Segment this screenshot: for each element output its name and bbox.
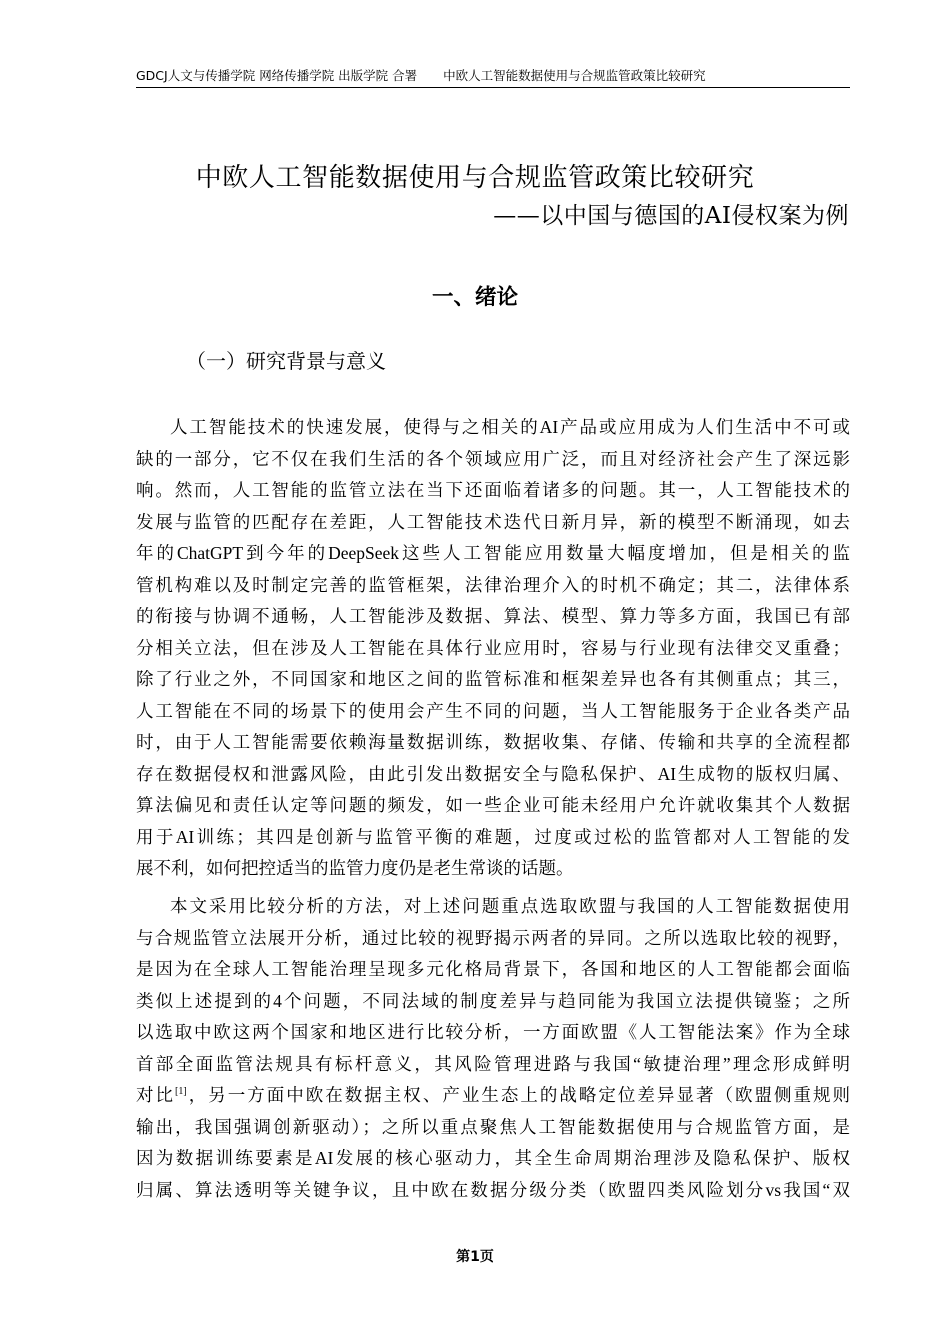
paragraph-1-line: 用于AI训练；其四是创新与监管平衡的难题，过度或过松的监管都对人工智能的发 — [136, 826, 850, 847]
paragraph-2-line: 输出，我国强调创新驱动）；之所以重点聚焦人工智能数据使用与合规监管方面，是 — [136, 1116, 850, 1137]
section-heading: 一、绪论 — [431, 285, 518, 310]
paragraph-2-line: 因为数据训练要素是AI发展的核心驱动力，其全生命周期治理涉及隐私保护、版权 — [136, 1148, 850, 1168]
paragraph-1-line: 除了行业之外，不同国家和地区之间的监管标准和框架差异也各有其侧重点；其三， — [136, 669, 850, 689]
paragraph-1-line: 时，由于人工智能需要依赖海量数据训练，数据收集、存储、传输和共享的全流程都 — [136, 732, 850, 752]
paragraph-1-line: 分相关立法，但在涉及人工智能在具体行业应用时，容易与行业现有法律交叉重叠； — [136, 637, 850, 658]
paper-title: 中欧人工智能数据使用与合规监管政策比较研究 — [195, 163, 755, 193]
paragraph-2-line: 与合规监管立法展开分析，通过比较的视野揭示两者的异同。之所以选取比较的视野， — [136, 927, 850, 948]
subsection-heading: （一）研究背景与意义 — [186, 349, 386, 373]
paragraph-2-line: 类似上述提到的4个问题，不同法域的制度差异与趋同能为我国立法提供镜鉴；之所 — [136, 990, 850, 1011]
paragraph-1-line: 存在数据侵权和泄露风险，由此引发出数据安全与隐私保护、AI生成物的版权归属、 — [136, 763, 850, 784]
paragraph-1-line: 响。然而，人工智能的监管立法在当下还面临着诸多的问题。其一，人工智能技术的 — [136, 480, 850, 500]
paragraph-2-line: 本文采用比较分析的方法，对上述问题重点选取欧盟与我国的人工智能数据使用 — [170, 896, 850, 916]
paragraph-1-line: 人工智能技术的快速发展，使得与之相关的AI产品或应用成为人们生活中不可或 — [170, 417, 850, 437]
running-header — [136, 67, 850, 88]
paragraph-1-line: 人工智能在不同的场景下的使用会产生不同的问题，当人工智能服务于企业各类产品 — [136, 700, 850, 721]
paragraph-1-line: 的衔接与协调不通畅，人工智能涉及数据、算法、模型、算力等多方面，我国已有部 — [136, 606, 850, 626]
footnote-reference[interactable]: [1] — [175, 1086, 187, 1097]
paragraph-1-line: 展不利，如何把控适当的监管力度仍是老生常谈的话题。 — [136, 858, 574, 878]
page-number: 第1页 — [456, 1249, 494, 1265]
paragraph-2-line — [136, 1080, 850, 1112]
paragraph-1-line: 发展与监管的匹配存在差距，人工智能技术迭代日新月异，新的模型不断涌现，如去 — [136, 511, 850, 532]
paper-subtitle: ——以中国与德国的AI侵权案为例 — [493, 203, 849, 229]
header-right-text: 中欧人工智能数据使用与合规监管政策比较研究 — [443, 68, 706, 83]
header-left-text: GDCJ人文与传播学院 网络传播学院 出版学院 合署 — [136, 68, 418, 83]
paragraph-1-line: 算法偏见和责任认定等问题的频发，如一些企业可能未经用户允许就收集其个人数据 — [136, 795, 850, 815]
paragraph-2-line: 首部全面监管法规具有标杆意义，其风险管理进路与我国“敏捷治理”理念形成鲜明 — [136, 1053, 850, 1074]
paragraph-2-line: 归属、算法透明等关键争议，且中欧在数据分级分类（欧盟四类风险划分vs我国“双 — [136, 1179, 850, 1200]
paragraph-1-line: 缺的一部分，它不仅在我们生活的各个领域应用广泛，而且对经济社会产生了深远影 — [136, 448, 850, 469]
paragraph-2-line: 以选取中欧这两个国家和地区进行比较分析，一方面欧盟《人工智能法案》作为全球 — [136, 1022, 850, 1042]
paragraph-2-line: 是因为在全球人工智能治理呈现多元化格局背景下，各国和地区的人工智能都会面临 — [136, 959, 850, 979]
line-text-start: 对比 — [136, 1085, 176, 1105]
paragraph-1-line: 管机构难以及时制定完善的监管框架，法律治理介入的时机不确定；其二，法律体系 — [136, 574, 850, 595]
paragraph-1-line: 年的ChatGPT到今年的DeepSeek这些人工智能应用数量大幅度增加，但是相关的监 — [136, 543, 850, 563]
line-text-end: ，另一方面中欧在数据主权、产业生态上的战略定位差异显著（欧盟侧重规则 — [186, 1085, 851, 1105]
